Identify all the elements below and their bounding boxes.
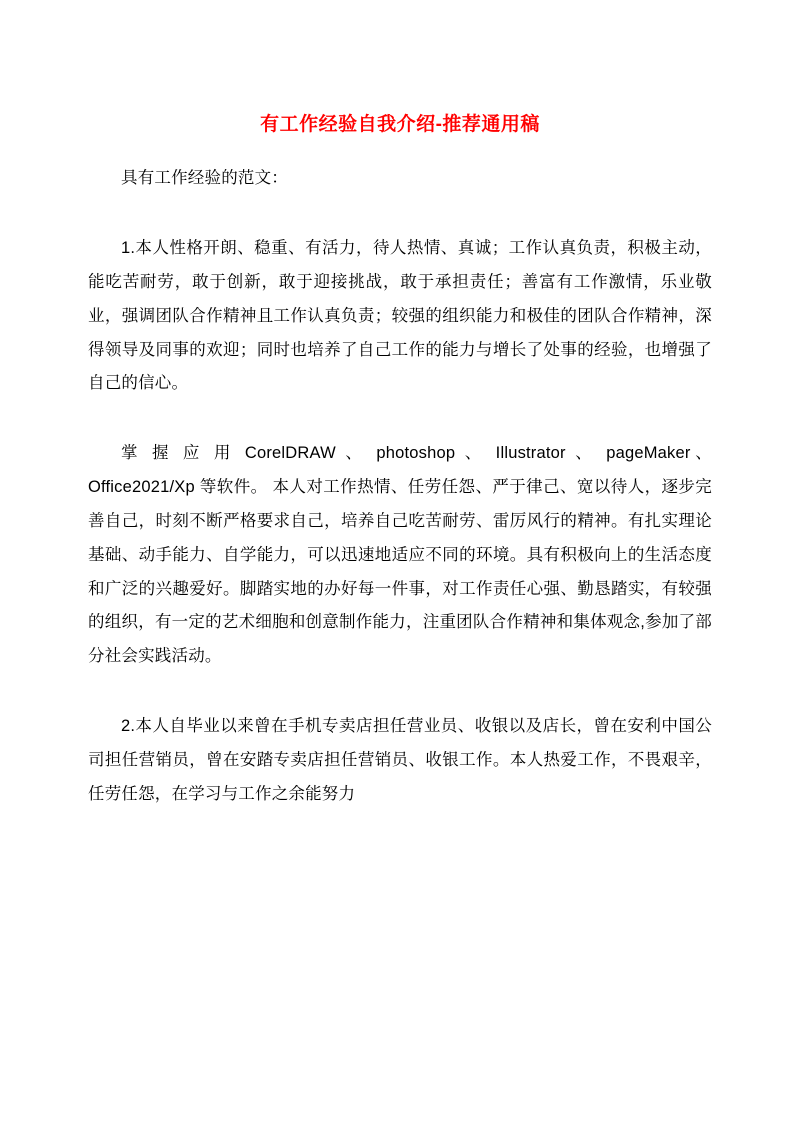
body-paragraph-1: 1.本人性格开朗、稳重、有活力，待人热情、真诚；工作认真负责，积极主动，能吃苦耐劳，敢于创新，敢于迎接挑战，敢于承担责任；善富有工作激情，乐业敬业，强调团队合作精神且工作认真负责；较强的组织能力和极佳的团队合作精神，深得领导及同事的欢迎；同时也培养了自己工作的能力与增长了处事的经验，也增强了自己的信心。 [88,239,712,393]
paragraph-spacer [88,684,712,710]
page-title: 有工作经验自我介绍-推荐通用稿 [260,114,540,135]
intro-paragraph: 具有工作经验的范文： [121,169,288,188]
body-paragraph-2: 掌 握 应 用 CorelDRAW 、 photoshop 、 Illustrator 、 pageMaker、Office2021/Xp 等软件。 本人对工作热情、任劳任怨、严于律己、宽以待人，逐步完善自己，时刻不断严格要求自己，培养自己吃苦耐劳、雷厉风行的精神。有扎实理论基础、动手能力、自学能力，可以迅速地适应不同的环境。具有积极向上的生活态度和广泛的兴趣爱好。脚踏实地的办好每一件事，对工作责任心强、勤恳踏实，有较强的组织，有一定的艺术细胞和创意制作能力，注重团队合作精神和集体观念,参加了部分社会实践活动。 [88,444,712,666]
body-paragraph-3: 2.本人自毕业以来曾在手机专卖店担任营业员、收银以及店长，曾在安利中国公司担任营销员，曾在安踏专卖店担任营销员、收银工作。本人热爱工作，不畏艰辛，任劳任怨，在学习与工作之余能努力 [88,716,712,803]
paragraph-spacer [88,206,712,232]
paragraph-spacer [88,411,712,437]
